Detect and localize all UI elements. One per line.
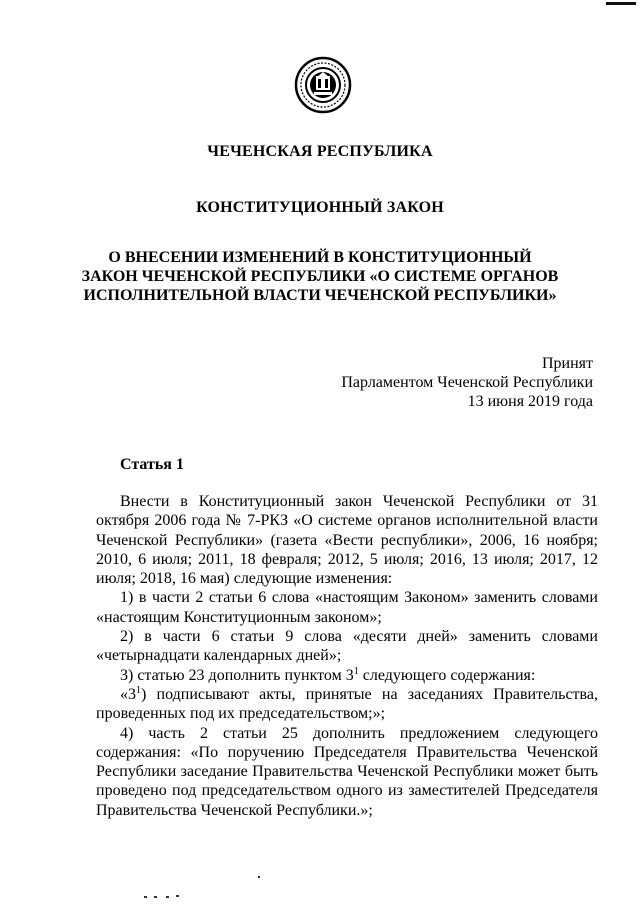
scan-edge-mark bbox=[606, 2, 636, 5]
amendment-item-4: 4) часть 2 статьи 25 дополнить предложением следующего содержания: «По поручению Председателя Правительства Чеченской Республики заседание Правительства Чеченской Республики может быть проведено под председательством одного из заместителей Председателя Правительства Чеченской Республики.»; bbox=[96, 724, 598, 819]
law-title-line: ЗАКОН ЧЕЧЕНСКОЙ РЕСПУБЛИКИ «О СИСТЕМЕ ОРГАНОВ bbox=[81, 268, 559, 285]
quote-text-start: «3 bbox=[120, 685, 136, 703]
scan-footer-marks bbox=[140, 888, 300, 900]
adoption-block bbox=[293, 354, 593, 411]
amendment-item-1: 1) в части 2 статьи 6 слова «настоящим Законом» заменить словами «настоящим Конституционным законом»; bbox=[96, 589, 598, 626]
article-body bbox=[96, 492, 598, 820]
coat-of-arms-emblem-icon bbox=[294, 56, 352, 114]
law-type-heading: КОНСТИТУЦИОННЫЙ ЗАКОН bbox=[196, 199, 444, 216]
law-title bbox=[0, 248, 640, 305]
superscript: 1 bbox=[353, 665, 359, 677]
quote-text-end: ) подписывают акты, принятые на заседаниях Правительства, проведенных под их председательством;»; bbox=[96, 685, 598, 723]
superscript: 1 bbox=[136, 684, 141, 696]
law-title-line: О ВНЕСЕНИИ ИЗМЕНЕНИЙ В КОНСТИТУЦИОННЫЙ bbox=[108, 249, 532, 266]
amendment-item-3 bbox=[96, 666, 598, 685]
article-intro-paragraph: Внести в Конституционный закон Чеченской Республики от 31 октября 2006 года № 7-РКЗ «О системе органов исполнительной власти Чеченской Республики» (газета «Вести республики», 2006, 16 ноября; 2010, 6 июля; 2011, 18 февраля; 2012, 5 июля; 2016, 13 июля; 2017, 12 июля; 2018, 16 мая) следующие изменения: bbox=[96, 493, 598, 588]
republic-heading: ЧЕЧЕНСКАЯ РЕСПУБЛИКА bbox=[207, 143, 433, 160]
amendment-item-3-quote bbox=[96, 685, 598, 724]
adoption-date: 13 июня 2019 года bbox=[467, 393, 593, 410]
adoption-line: Принят bbox=[541, 355, 593, 372]
article-heading: Статья 1 bbox=[120, 456, 184, 473]
law-title-line: ИСПОЛНИТЕЛЬНОЙ ВЛАСТИ ЧЕЧЕНСКОЙ РЕСПУБЛИКИ» bbox=[83, 287, 557, 304]
adoption-line: Парламентом Чеченской Республики bbox=[341, 374, 593, 391]
amendment-item-3-text: 3) статью 23 дополнить пунктом 3 bbox=[120, 666, 354, 684]
amendment-item-2: 2) в части 6 статьи 9 слова «десяти дней» заменить словами «четырнадцати календарных дней»; bbox=[96, 628, 598, 665]
amendment-item-3-text-end: следующего содержания: bbox=[358, 666, 536, 684]
